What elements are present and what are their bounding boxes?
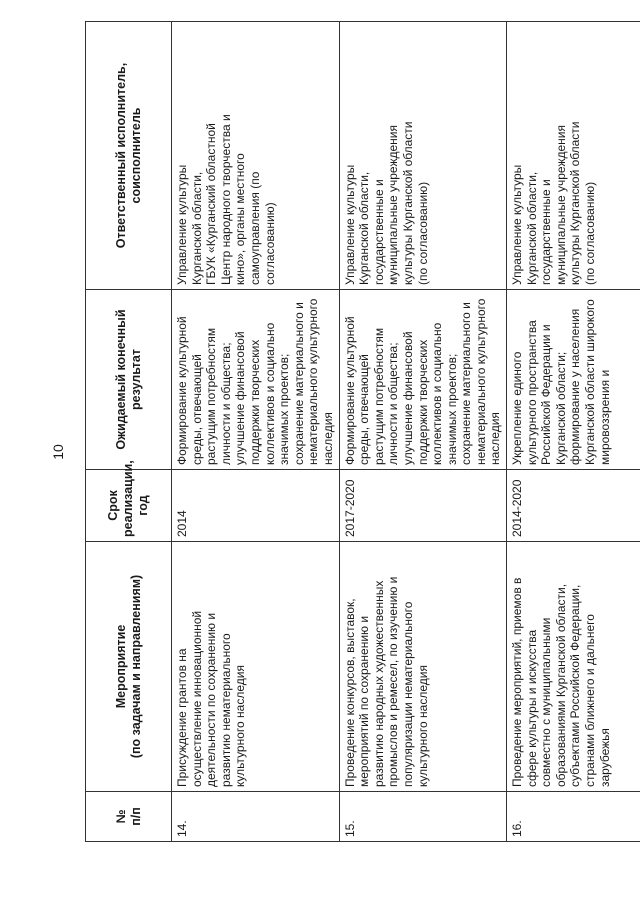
rotated-table-container: [85, 22, 640, 842]
cell-executor: Управление культуры Курганской области, государственные и муниципальные учреждения культуры Курганской области (по согласованию): [507, 22, 640, 290]
cell-activity: Присуждение грантов на осуществление инновационной деятельности по сохранению и развитию нематериального культурного наследия: [172, 542, 340, 792]
table-row: [339, 22, 507, 842]
cell-num: 14.: [172, 792, 340, 842]
cell-num: 15.: [339, 792, 507, 842]
cell-result: Формирование культурной среды, отвечающей растущим потребностям личности и общества; улучшение финансовой поддержки творческих коллективов и социально значимых проектов; сохранение материального и нематериального культурного наследия: [339, 290, 507, 470]
activities-table: [85, 21, 640, 842]
header-num: № п/п: [86, 792, 172, 842]
cell-executor: Управление культуры Курганской области, государственные и муниципальные учреждения культуры Курганской области (по согласованию): [339, 22, 507, 290]
header-result: Ожидаемый конечный результат: [86, 290, 172, 470]
header-activity: Мероприятие (по задачам и направлениям): [86, 542, 172, 792]
cell-term: 2014-2020: [507, 470, 640, 542]
header-term: Срок реализации, год: [86, 470, 172, 542]
cell-activity: Проведение конкурсов, выставок, мероприятий по сохранению и развитию народных художественных промыслов и ремесел, по изучению и популяризации нематериального культурного наследия: [339, 542, 507, 792]
cell-term: 2017-2020: [339, 470, 507, 542]
cell-result: Формирование культурной среды, отвечающей растущим потребностям личности и общества; улучшение финансовой поддержки творческих коллективов и социально значимых проектов; сохранение материального и нематериального культурного наследия: [172, 290, 340, 470]
cell-num: 16.: [507, 792, 640, 842]
cell-term: 2014: [172, 470, 340, 542]
cell-result: Укрепление единого культурного пространства Российской Федерации и Курганской области; формирование у населения Курганской области широкого мировоззрения и: [507, 290, 640, 470]
table-row: [507, 22, 640, 842]
table-row: [172, 22, 340, 842]
page-number: 10: [50, 444, 66, 460]
cell-executor: Управление культуры Курганской области, ГБУК «Курганский областной Центр народного творчества и кино», органы местного самоуправления (по согласованию): [172, 22, 340, 290]
header-executor: Ответственный исполнитель, соисполнитель: [86, 22, 172, 290]
cell-activity: Проведение мероприятий, приемов в сфере культуры и искусства совместно с муниципальными образованиями Курганской области, субъектами Российской Федерации, странами ближнего и дальнего зарубежья: [507, 542, 640, 792]
document-page: [85, 22, 640, 842]
table-header-row: [86, 22, 172, 842]
